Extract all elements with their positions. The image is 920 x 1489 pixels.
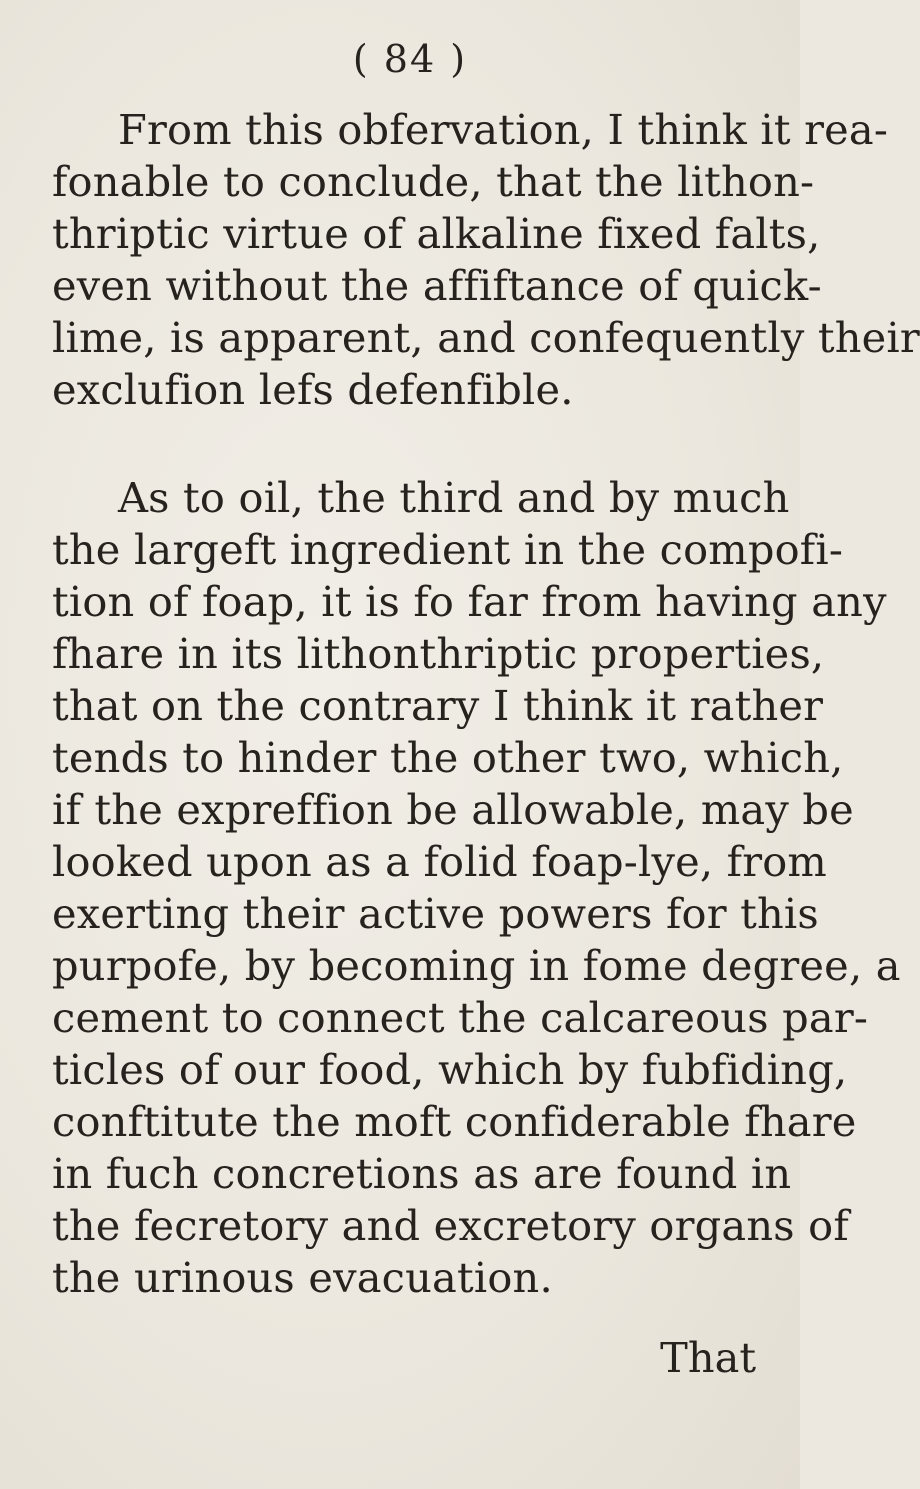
text-line: tion of foap, it is fo far from having any [52, 577, 887, 626]
text-line: exerting their active powers for this [52, 889, 819, 938]
text-line: the largeft ingredient in the compofi- [52, 525, 844, 574]
text-line: fonable to conclude, that the lithon- [52, 157, 815, 206]
text-line: exclufion lefs defenfible. [52, 365, 574, 414]
text-line: cement to connect the calcareous par- [52, 993, 869, 1042]
text-line: tends to hinder the other two, which, [52, 733, 844, 782]
text-line: looked upon as a folid foap-lye, from [52, 837, 827, 886]
text-line: the fecretory and excretory organs of [52, 1201, 849, 1250]
text-line: even without the affiftance of quick- [52, 261, 822, 310]
text-line: in fuch concretions as are found in [52, 1149, 792, 1198]
text-line: the urinous evacuation. [52, 1253, 553, 1302]
page-number: ( 84 ) [352, 37, 468, 81]
text-line: fhare in its lithonthriptic properties, [52, 629, 825, 678]
text-line: ticles of our food, which by fubfiding, [52, 1045, 848, 1094]
text-line: As to oil, the third and by much [118, 473, 790, 522]
text-line: conftitute the moft confiderable fhare [52, 1097, 857, 1146]
text-line: purpofe, by becoming in fome degree, a [52, 941, 901, 990]
text-line: thriptic virtue of alkaline fixed falts, [52, 209, 821, 258]
text-line: From this obfervation, I think it rea- [118, 105, 889, 154]
text-line: if the expreffion be allowable, may be [52, 785, 854, 834]
text-line: that on the contrary I think it rather [52, 681, 824, 730]
catchword: That [660, 1333, 756, 1382]
text-line: lime, is apparent, and confequently their [52, 313, 920, 362]
